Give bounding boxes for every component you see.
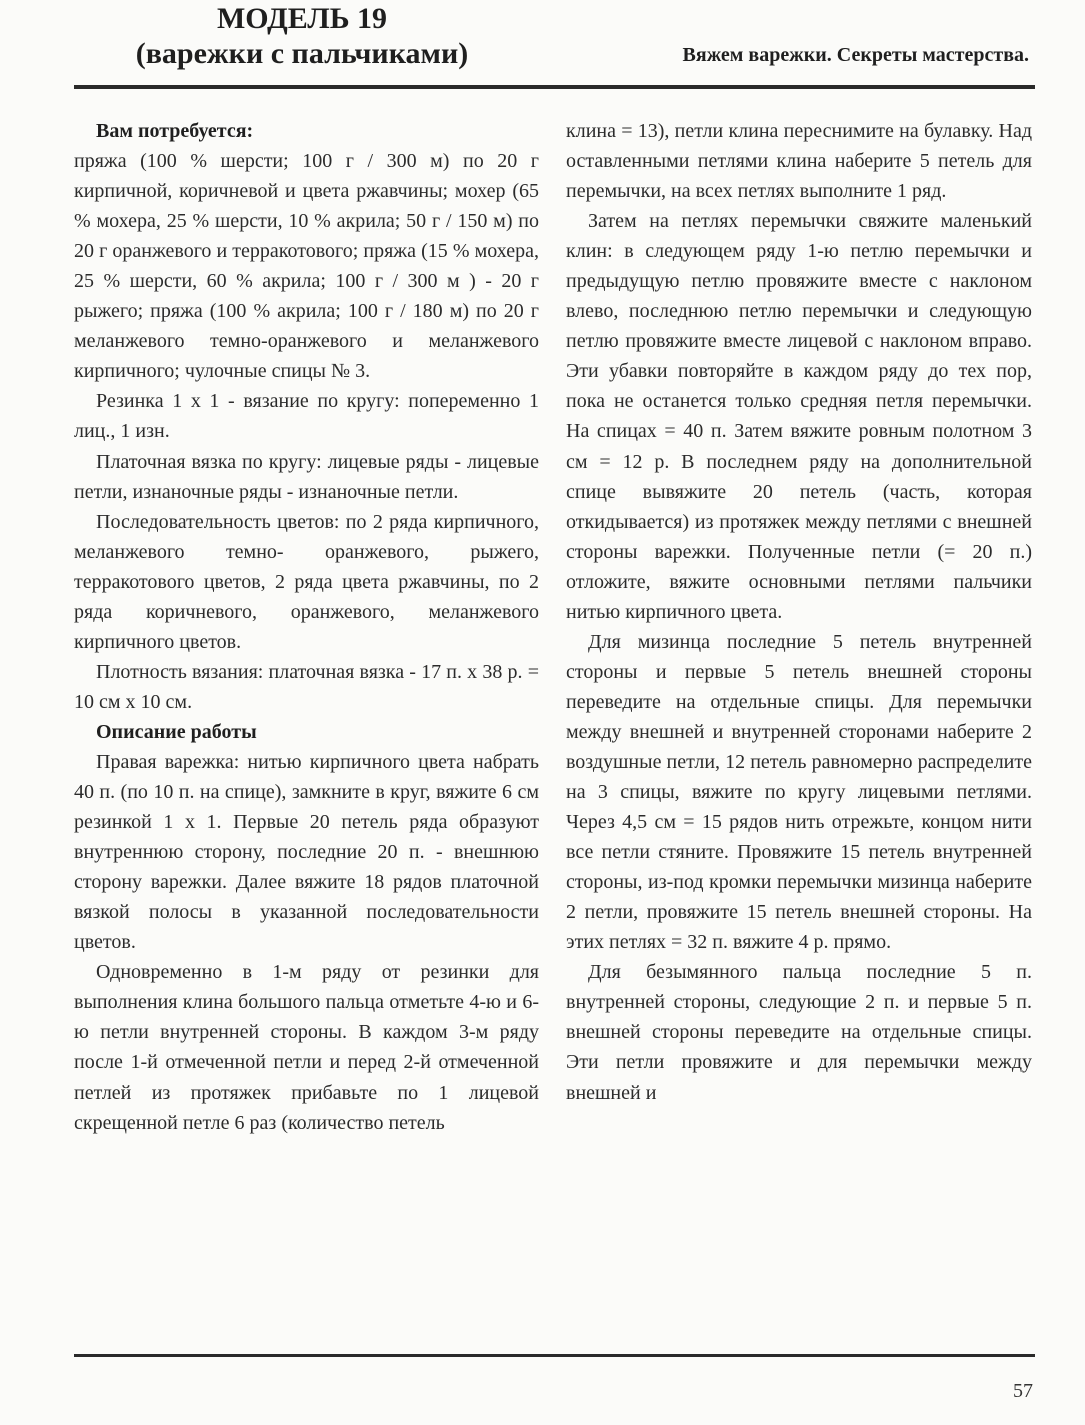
- description-heading: Описание работы: [96, 720, 257, 743]
- model-title: МОДЕЛЬ 19: [216, 2, 388, 35]
- page-number: 57: [1013, 1380, 1033, 1402]
- simultaneous-paragraph: Одновременно в 1-м ряду от резинки для выполнения клина большого пальца отметьте 4-ю и 6-ю петли внутренней стороны. В каждом 3-м ряду после 1-й отмеченной петли и перед 2-й отмеченной петлей из протяжек прибавьте по 1 лицевой скрещенной петле 6 раз (количество петель: [74, 961, 539, 1134]
- materials-heading: Вам потребуется:: [96, 120, 254, 142]
- top-rule: [74, 85, 1035, 89]
- model-subtitle: (варежки с пальчиками): [135, 37, 469, 70]
- gauge-paragraph: Плотность вязания: платочная вязка - 17 п. х 38 р. = 10 см х 10 см.: [74, 660, 539, 713]
- running-head: Вяжем варежки. Секреты мастерства.: [682, 44, 1029, 66]
- color-sequence-paragraph: Последовательность цветов: по 2 ряда кирпичного, меланжевого темно- оранжевого, рыжего, терракотового цветов, 2 ряда цвета ржавчины, по 2 ряда коричневого, оранжевого, меланжевого кирпичного цветов.: [74, 510, 539, 653]
- bottom-rule: [74, 1354, 1035, 1357]
- little-finger-paragraph: Для мизинца последние 5 петель внутренней стороны и первые 5 петель внешней стороны переведите на отдельные спицы. Для перемычки между внешней и внутренней сторонами наберите 2 воздушные петли, 12 петель равномерно распределите на 3 спицы, вяжите по кругу лицевыми петлями. Через 4,5 см = 15 рядов нить отрежьте, концом нити все петли стяните. Провяжите 15 петель внутренней стороны, из-под кромки перемычки мизинца наберите 2 петли, провяжите 15 петель внешней стороны. На этих петлях = 32 п. вяжите 4 р. прямо.: [566, 630, 1032, 954]
- materials-paragraph: пряжа (100 % шерсти; 100 г / 300 м) по 20 г кирпичной, коричневой и цвета ржавчины; мохер (65 % мохера, 25 % шерсти, 10 % акрила; 50 г / 150 м) по 20 г оранжевого и терракотового; пряжа (15 % мохера, 25 % шерсти, 60 % акрила; 100 г / 300 м ) - 20 г рыжего; пряжа (100 % акрила; 100 г / 180 м) по 20 г меланжевого темно-оранжевого и меланжевого кирпичного; чулочные спицы № 3.: [74, 150, 539, 383]
- right-column: [566, 116, 1032, 1108]
- left-column: [74, 116, 539, 1138]
- right-mitten-paragraph: Правая варежка: нитью кирпичного цвета набрать 40 п. (по 10 п. на спице), замкните в круг, вяжите 6 см резинкой 1 х 1. Первые 20 петель ряда образуют внутреннюю сторону, последние 20 п. - внешнюю сторону варежки. Далее вяжите 18 рядов платочной вязкой полосы в указанной последовательности цветов.: [74, 750, 539, 954]
- ring-finger-paragraph: Для безымянного пальца последние 5 п. внутренней стороны, следующие 2 п. и первые 5 п. внешней стороны переведите на отдельные спицы. Эти петли провяжите и для перемычки между внешней и: [566, 961, 1032, 1104]
- stockinette-paragraph: Платочная вязка по кругу: лицевые ряды - лицевые петли, изнаночные ряды - изнаночные петли.: [74, 450, 539, 503]
- wedge-paragraph: Затем на петлях перемычки свяжите маленький клин: в следующем ряду 1-ю петлю перемычки и предыдущую петлю провяжите вместе с наклоном влево, последнюю петлю перемычки и следующую петлю провяжите вместе лицевой с наклоном вправо. Эти убавки повторяйте в каждом ряду до тех пор, пока не останется только средняя петля перемычки. На спицах = 40 п. Затем вяжите ровным полотном 3 см = 12 р. В последнем ряду на дополнительной спице вывяжите 20 петель (часть, которая откидывается) из протяжек между петлями с внешней стороны варежки. Полученные петли (= 20 п.) отложите, вяжите основными петлями пальчики нитью кирпичного цвета.: [566, 210, 1032, 623]
- continuation-paragraph: клина = 13), петли клина переснимите на булавку. Над оставленными петлями клина наберите 5 петель для перемычки, на всех петлях выполните 1 ряд.: [566, 120, 1032, 203]
- title-block: [112, 2, 492, 72]
- rib-paragraph: Резинка 1 х 1 - вязание по кругу: попеременно 1 лиц., 1 изн.: [74, 390, 539, 443]
